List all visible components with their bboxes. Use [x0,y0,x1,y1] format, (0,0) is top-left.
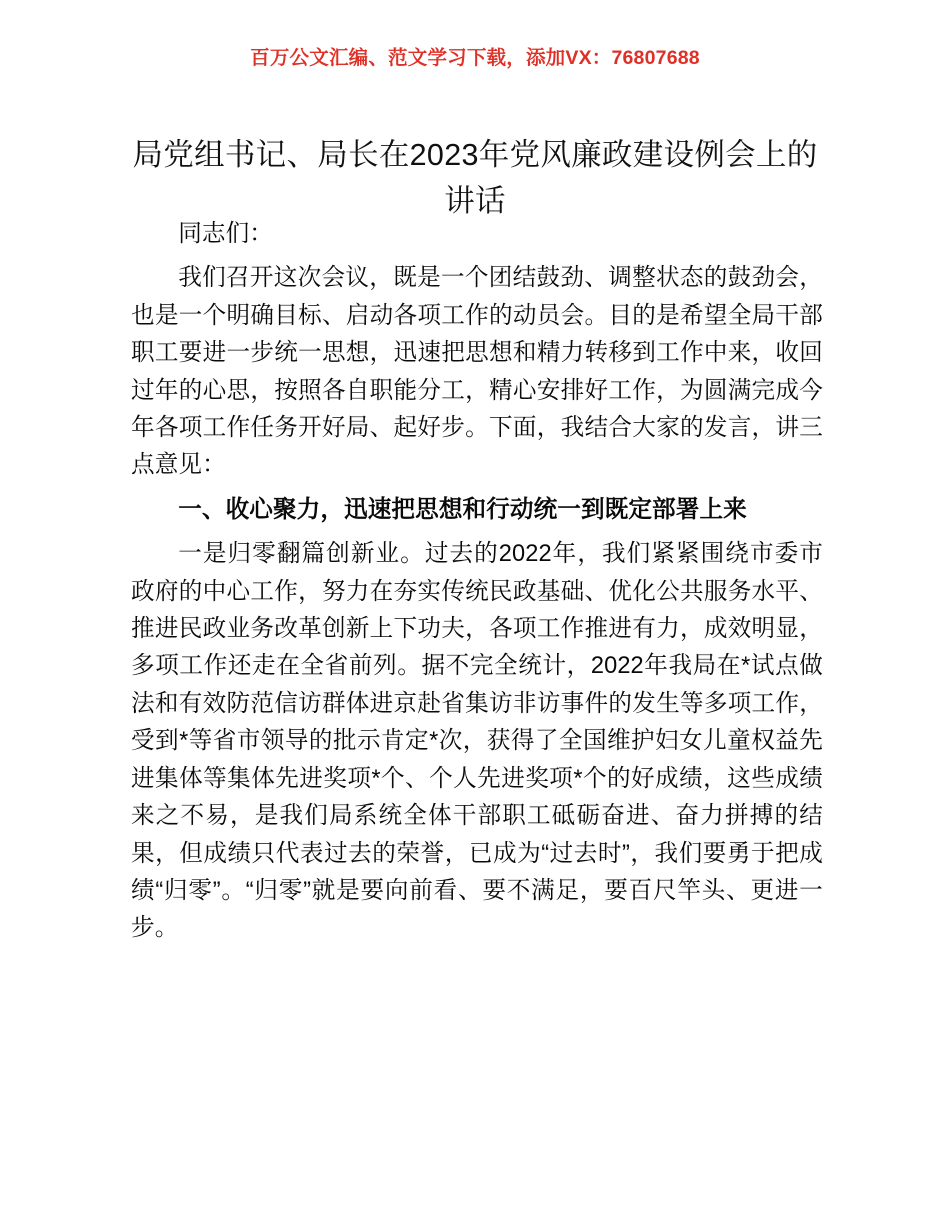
promo-header-text: 百万公文汇编、范文学习下载，添加VX：76807688 [250,47,700,69]
paragraph-section-one-point-one: 一是归零翻篇创新业。过去的2022年，我们紧紧围绕市委市政府的中心工作，努力在夯实传统民政基础、优化公共服务水平、推进民政业务改革创新上下功夫，各项工作推进有力，成效明显，多项工作还走在全省前列。据不完全统计，2022年我局在*试点做法和有效防范信访群体进京赴省集访非访事件的发生等多项工作，受到*等省市领导的批示肯定*次，获得了全国维护妇女儿童权益先进集体等集体先进奖项*个、个人先进奖项*个的好成绩，这些成绩来之不易，是我们局系统全体干部职工砥砺奋进、奋力拼搏的结果，但成绩只代表过去的荣誉，已成为“过去时”，我们要勇于把成绩“归零”。“归零”就是要向前看、要不满足，要百尺竿头、更进一步。 [131,541,823,942]
section-heading-one: 一、收心聚力，迅速把思想和行动统一到既定部署上来 [178,496,747,523]
paragraph-salutation: 同志们： [178,221,273,247]
document-body [131,216,823,948]
document-title: 局党组书记、局长在2023年党风廉政建设例会上的讲话 [132,138,818,219]
paragraph-intro: 我们召开这次会议，既是一个团结鼓劲、调整状态的鼓劲会，也是一个明确目标、启动各项工作的动员会。目的是希望全局干部职工要进一步统一思想，迅速把思想和精力转移到工作中来，收回过年的心思，按照各自职能分工，精心安排好工作，为圆满完成今年各项工作任务开好局、起好步。下面，我结合大家的发言，讲三点意见： [131,265,823,479]
